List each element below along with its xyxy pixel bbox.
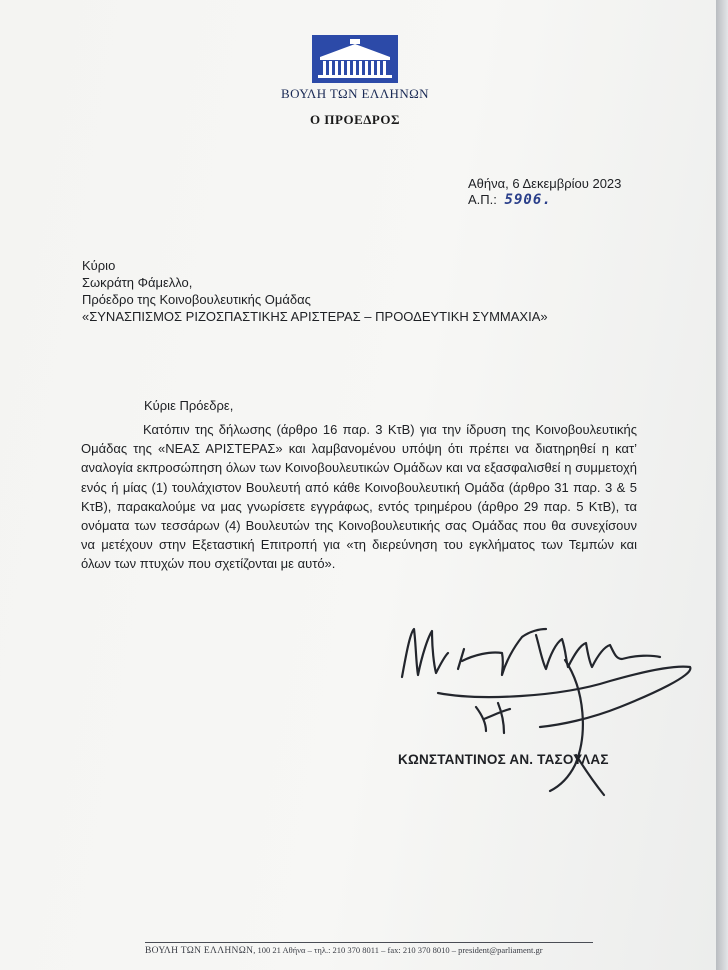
footer-contact: , 100 21 Αθήνα – τηλ.: 210 370 8011 – fax: 210 370 8010 – president@parliament.gr: [253, 945, 543, 955]
salutation: Κύριε Πρόεδρε,: [144, 398, 234, 413]
recipient-party: «ΣΥΝΑΣΠΙΣΜΟΣ ΡΙΖΟΣΠΑΣΤΙΚΗΣ ΑΡΙΣΤΕΡΑΣ – ΠΡΟΟΔΕΥΤΙΚΗ ΣΥΜΜΑΧΙΑ»: [82, 309, 548, 324]
letter-footer: [145, 945, 605, 956]
protocol-label: Α.Π.:: [468, 192, 497, 207]
footer-organization: ΒΟΥΛΗ ΤΩΝ ΕΛΛΗΝΩΝ: [145, 946, 254, 956]
footer-divider: [145, 942, 593, 943]
recipient-position: Πρόεδρο της Κοινοβουλευτικής Ομάδας: [82, 292, 311, 307]
parliament-building-icon: [312, 35, 398, 83]
signer-name: ΚΩΝΣΤΑΝΤΙΝΟΣ ΑΝ. ΤΑΣΟΥΛΑΣ: [398, 752, 609, 767]
letter-date: Αθήνα, 6 Δεκεμβρίου 2023: [468, 176, 622, 191]
paper-edge: [716, 0, 728, 970]
recipient-name: Σωκράτη Φάμελλο,: [82, 275, 193, 290]
letterhead-office: Ο ΠΡΟΕΔΡΟΣ: [310, 112, 400, 127]
protocol-reference: [468, 192, 552, 208]
handwritten-signature: [390, 615, 700, 800]
protocol-number: 5906.: [504, 192, 552, 208]
recipient-title: Κύριο: [82, 258, 116, 273]
letterhead-organization: ΒΟΥΛΗ ΤΩΝ ΕΛΛΗΝΩΝ: [281, 86, 429, 101]
letter-body: Κατόπιν της δήλωσης (άρθρο 16 παρ. 3 ΚτΒ) για την ίδρυση της Κοινοβουλευτικής Ομάδας της «ΝΕΑΣ ΑΡΙΣΤΕΡΑΣ» και λαμβανομένου υπόψη ότι πρέπει να διατηρηθεί η κατ’ αναλογία εκπροσώπηση όλων των Κοινοβουλευτικών Ομάδων και να εξασφαλισθεί η συμμετοχή ενός ή μίας (1) τουλάχιστον Βουλευτή από κάθε Κοινοβουλευτική Ομάδα (άρθρο 31 παρ. 3 & 5 ΚτΒ), παρακαλούμε να μας γνωρίσετε εγγράφως, εντός τριημέρου (άρθρο 29 παρ. 5 ΚτΒ), τα ονόματα των τεσσάρων (4) Βουλευτών της Κοινοβουλευτικής σας Ομάδας που θα συνεχίσουν να μετέχουν στην Εξεταστική Επιτροπή για «τη διερεύνηση του εγκλήματος των Τεμπών και όλων των πτυχών που σχετίζονται με αυτό».: [81, 422, 637, 572]
